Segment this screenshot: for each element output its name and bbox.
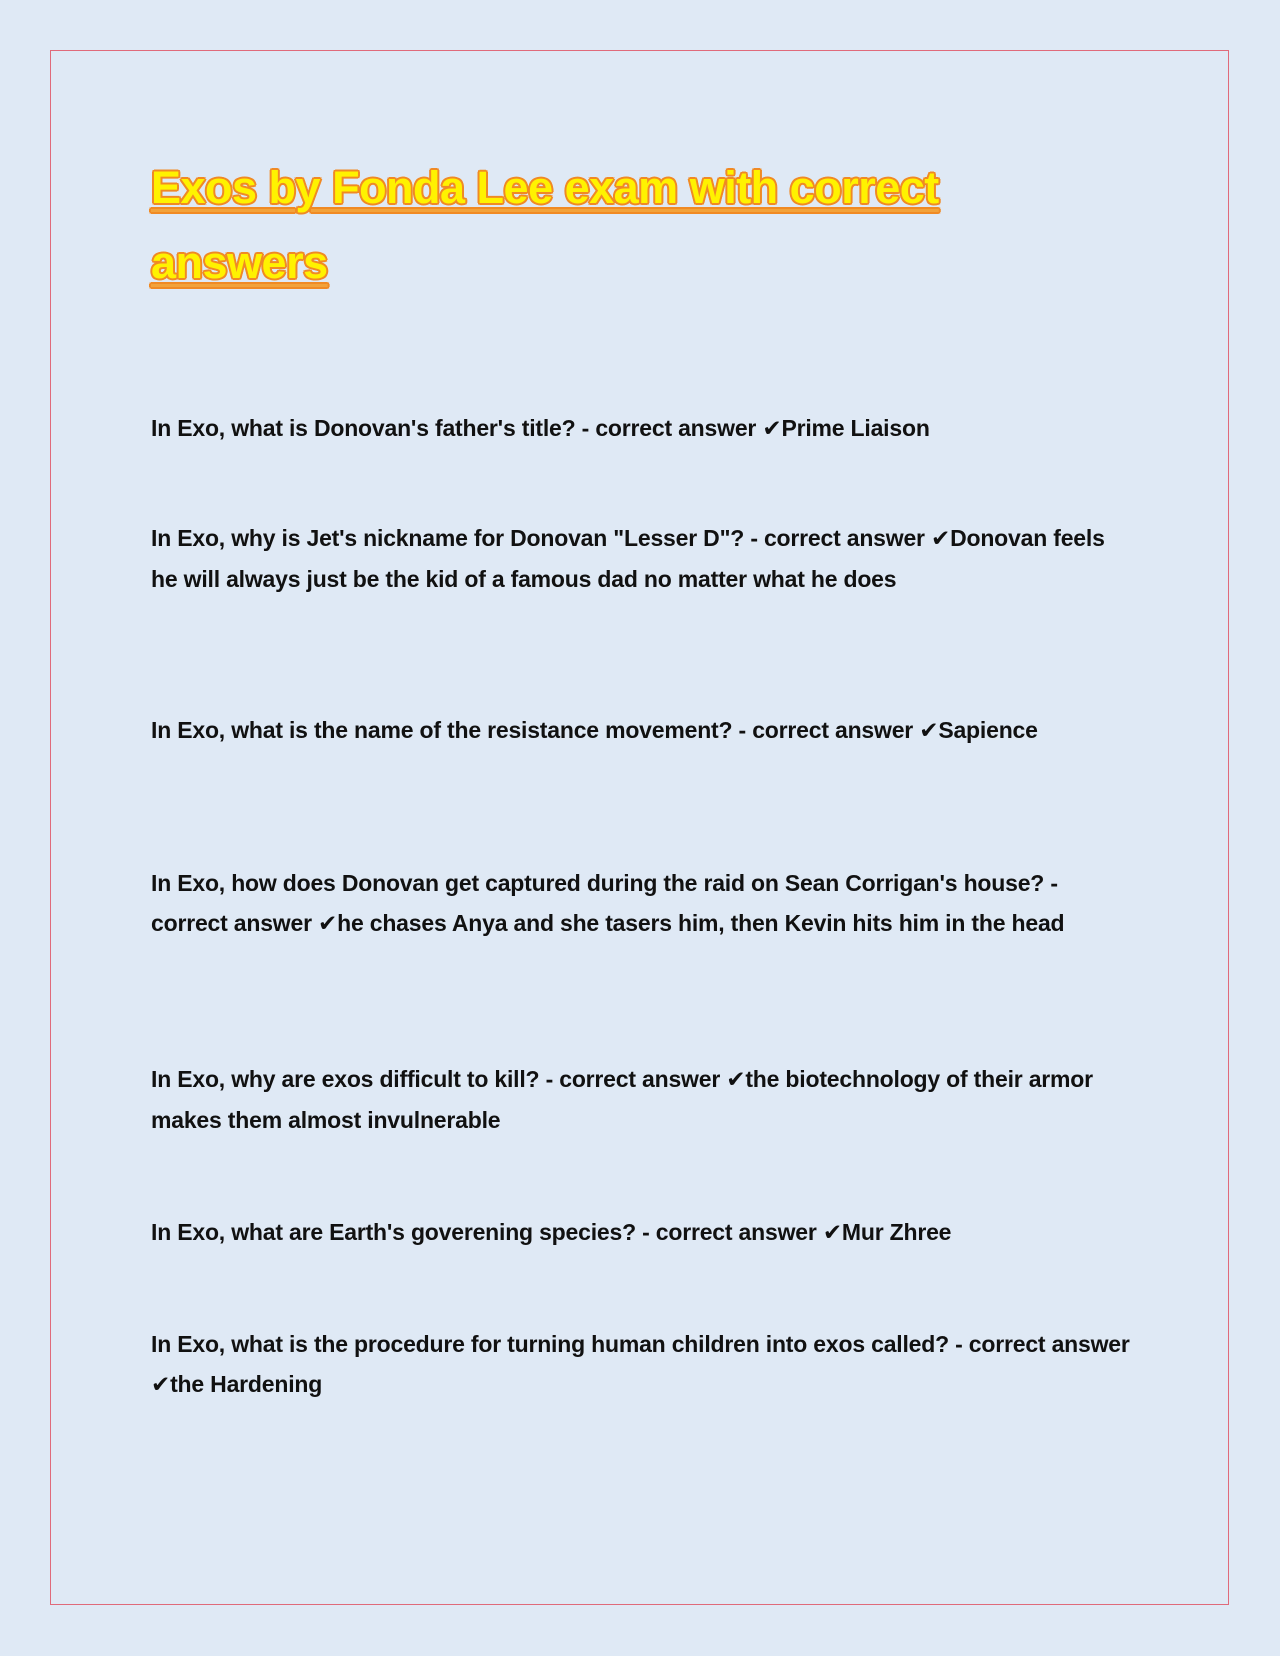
check-mark-icon: ✔ (151, 1372, 171, 1398)
answer-text: Mur Zhree (841, 1219, 952, 1245)
check-mark-icon: ✔ (931, 526, 951, 552)
qa-item-2 (151, 518, 1131, 599)
check-mark-icon: ✔ (726, 1067, 746, 1093)
check-mark-icon: ✔ (318, 911, 338, 937)
qa-item-4 (151, 863, 1131, 944)
qa-item-5 (151, 1059, 1131, 1140)
qa-item-1 (151, 408, 1131, 449)
question-text: In Exo, what is Donovan's father's title? - correct answer (151, 415, 763, 441)
answer-text: he chases Anya and she tasers him, then Kevin hits him in the head (337, 910, 1065, 936)
answer-text: the biotechnology of their armor makes them almost invulnerable (151, 1066, 1093, 1133)
question-text: In Exo, why are exos difficult to kill? - correct answer (151, 1066, 727, 1092)
question-text: In Exo, what are Earth's goverening species? - correct answer (151, 1219, 823, 1245)
answer-text: Sapience (938, 717, 1038, 743)
answer-text: Donovan feels he will always just be the kid of a famous dad no matter what he does (151, 525, 1105, 592)
document-title: Exos by Fonda Lee exam with correct answers (151, 162, 939, 288)
question-text: In Exo, what is the procedure for turning human children into exos called? - correct answer (151, 1331, 1130, 1357)
question-text: In Exo, what is the name of the resistance movement? - correct answer (151, 717, 920, 743)
qa-item-3 (151, 710, 1131, 751)
answer-text: Prime Liaison (781, 415, 930, 441)
qa-item-6 (151, 1212, 1131, 1253)
answer-text: the Hardening (170, 1371, 323, 1397)
qa-item-7 (151, 1324, 1131, 1405)
question-text: In Exo, why is Jet's nickname for Donovan "Lesser D"? - correct answer (151, 525, 931, 551)
check-mark-icon: ✔ (919, 718, 939, 744)
question-text: In Exo, how does Donovan get captured during the raid on Sean Corrigan's house? - correct answer (151, 870, 1058, 936)
check-mark-icon: ✔ (762, 416, 782, 442)
check-mark-icon: ✔ (822, 1220, 842, 1246)
